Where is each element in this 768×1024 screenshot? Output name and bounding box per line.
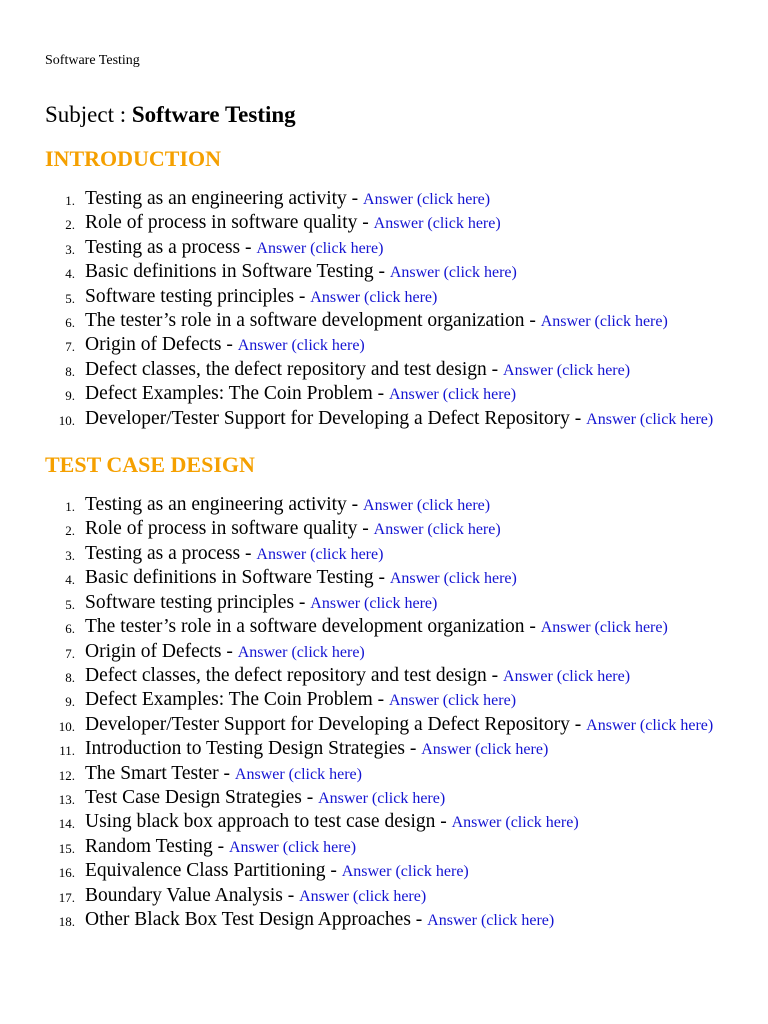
item-text: Introduction to Testing Design Strategies - — [85, 738, 417, 760]
item-number: 10. — [58, 412, 75, 428]
item-number: 1. — [65, 193, 75, 208]
item-number: 2. — [65, 217, 75, 233]
item-number: 8. — [65, 363, 75, 379]
item-number: 3. — [65, 547, 75, 563]
item-text: Defect classes, the defect repository and test design - — [85, 664, 499, 686]
list-item — [45, 762, 728, 786]
item-text: Defect Examples: The Coin Problem - — [85, 383, 385, 405]
item-number: 5. — [65, 290, 75, 306]
item-text: Basic definitions in Software Testing - — [85, 567, 385, 589]
answer-link[interactable]: Answer (click here) — [234, 765, 362, 783]
answer-link[interactable]: Answer (click here) — [256, 239, 384, 257]
item-text: Testing as an engineering activity - — [85, 494, 359, 516]
item-text: Developer/Tester Support for Developing a Defect Repository - — [85, 713, 582, 735]
item-text: Defect classes, the defect repository and test design - — [85, 358, 499, 380]
item-text: Test Case Design Strategies - — [85, 786, 314, 808]
list-item — [45, 737, 728, 761]
answer-link[interactable]: Answer (click here) — [341, 863, 469, 881]
item-number: 17. — [58, 889, 75, 905]
item-text: Testing as a process - — [85, 236, 252, 258]
answer-link[interactable]: Answer (click here) — [389, 264, 517, 282]
item-number: 4. — [65, 572, 75, 588]
answer-link[interactable]: Answer (click here) — [373, 521, 501, 539]
list-item — [45, 260, 728, 284]
answer-link[interactable]: Answer (click here) — [299, 887, 427, 905]
item-number: 6. — [65, 621, 75, 637]
subject-value: Software Testing — [131, 102, 296, 127]
answer-link[interactable]: Answer (click here) — [503, 667, 631, 685]
item-text: Using black box approach to test case design - — [85, 811, 447, 833]
item-number: 10. — [58, 718, 75, 734]
list-item — [45, 810, 728, 834]
item-number: 14. — [58, 816, 75, 832]
item-number: 9. — [65, 694, 75, 710]
list-item — [45, 884, 728, 908]
list-item — [45, 542, 728, 566]
item-number: 6. — [65, 315, 75, 331]
list-item — [45, 786, 728, 810]
item-number: 15. — [58, 840, 75, 856]
list-item — [45, 615, 728, 639]
item-number: 8. — [65, 669, 75, 685]
item-text: Testing as a process - — [85, 542, 252, 564]
answer-link[interactable]: Answer (click here) — [388, 386, 517, 404]
item-text: The Smart Tester - — [85, 762, 231, 784]
item-number: 7. — [65, 645, 75, 661]
item-number: 3. — [65, 241, 75, 257]
item-text: Origin of Defects - — [85, 334, 233, 356]
item-number: 1. — [65, 499, 75, 515]
item-text: The tester’s role in a software development organization - — [85, 616, 536, 638]
item-number: 16. — [58, 865, 75, 881]
introduction-list — [45, 187, 728, 431]
answer-link[interactable]: Answer (click here) — [586, 716, 714, 734]
list-item — [45, 908, 728, 932]
item-text: Developer/Tester Support for Developing a Defect Repository - — [85, 407, 582, 429]
item-number: 7. — [65, 339, 75, 355]
list-item — [45, 664, 728, 688]
answer-link[interactable]: Answer (click here) — [256, 545, 384, 563]
item-text: Role of process in software quality - — [85, 212, 369, 234]
answer-link[interactable]: Answer (click here) — [427, 911, 555, 929]
list-item — [45, 640, 728, 664]
section-title-introduction: INTRODUCTION — [45, 146, 222, 171]
list-item — [45, 859, 728, 883]
answer-link[interactable]: Answer (click here) — [310, 594, 438, 612]
list-item — [45, 835, 728, 859]
item-text: Software testing principles - — [85, 285, 306, 307]
item-text: Testing as an engineering activity - — [85, 188, 359, 209]
answer-link[interactable]: Answer (click here) — [363, 497, 491, 515]
item-text: Basic definitions in Software Testing - — [85, 261, 385, 283]
answer-link[interactable]: Answer (click here) — [451, 814, 579, 832]
answer-link[interactable]: Answer (click here) — [318, 789, 446, 807]
list-item — [45, 591, 728, 615]
item-number: 12. — [58, 767, 75, 783]
list-item — [45, 358, 728, 382]
test-case-design-list — [45, 493, 728, 932]
item-text: Random Testing - — [85, 835, 225, 857]
answer-link[interactable]: Answer (click here) — [237, 643, 365, 661]
item-text: Equivalence Class Partitioning - — [85, 860, 337, 882]
list-item — [45, 688, 728, 712]
item-number: 13. — [58, 791, 75, 807]
item-text: Defect Examples: The Coin Problem - — [85, 689, 385, 711]
answer-link[interactable]: Answer (click here) — [586, 410, 714, 428]
answer-link[interactable]: Answer (click here) — [389, 570, 517, 588]
item-number: 9. — [65, 388, 75, 404]
list-item — [45, 493, 728, 517]
answer-link[interactable]: Answer (click here) — [540, 313, 668, 331]
item-text: Role of process in software quality - — [85, 518, 369, 540]
item-number: 5. — [65, 596, 75, 612]
answer-link[interactable]: Answer (click here) — [421, 741, 549, 759]
section-title-test-case-design: TEST CASE DESIGN — [45, 452, 255, 478]
list-item — [45, 211, 728, 235]
list-item — [45, 382, 728, 406]
list-item — [45, 517, 728, 541]
answer-link[interactable]: Answer (click here) — [373, 215, 501, 233]
list-item — [45, 407, 728, 431]
list-item — [45, 236, 728, 260]
item-number: 18. — [58, 913, 75, 929]
list-item — [45, 309, 728, 333]
item-text: Other Black Box Test Design Approaches - — [85, 908, 423, 930]
item-number: 11. — [59, 743, 75, 759]
subject-label: Subject : — [45, 102, 127, 127]
item-text: Software testing principles - — [85, 591, 306, 613]
list-item — [45, 187, 728, 211]
answer-link[interactable]: Answer (click here) — [237, 337, 365, 355]
answer-link[interactable]: Answer (click here) — [228, 838, 357, 856]
item-number: 2. — [65, 523, 75, 539]
answer-link[interactable]: Answer (click here) — [388, 692, 517, 710]
item-text: Boundary Value Analysis - — [85, 884, 295, 906]
answer-link[interactable]: Answer (click here) — [503, 361, 631, 379]
subject-line — [45, 101, 728, 129]
item-text: The tester’s role in a software development organization - — [85, 310, 536, 332]
list-item — [45, 713, 728, 737]
list-item — [45, 566, 728, 590]
running-header: Software Testing — [45, 53, 140, 68]
item-text: Origin of Defects - — [85, 640, 233, 662]
answer-link[interactable]: Answer (click here) — [540, 619, 668, 637]
list-item — [45, 333, 728, 357]
list-item — [45, 285, 728, 309]
answer-link[interactable]: Answer (click here) — [363, 191, 491, 208]
answer-link[interactable]: Answer (click here) — [310, 288, 438, 306]
item-number: 4. — [65, 266, 75, 282]
